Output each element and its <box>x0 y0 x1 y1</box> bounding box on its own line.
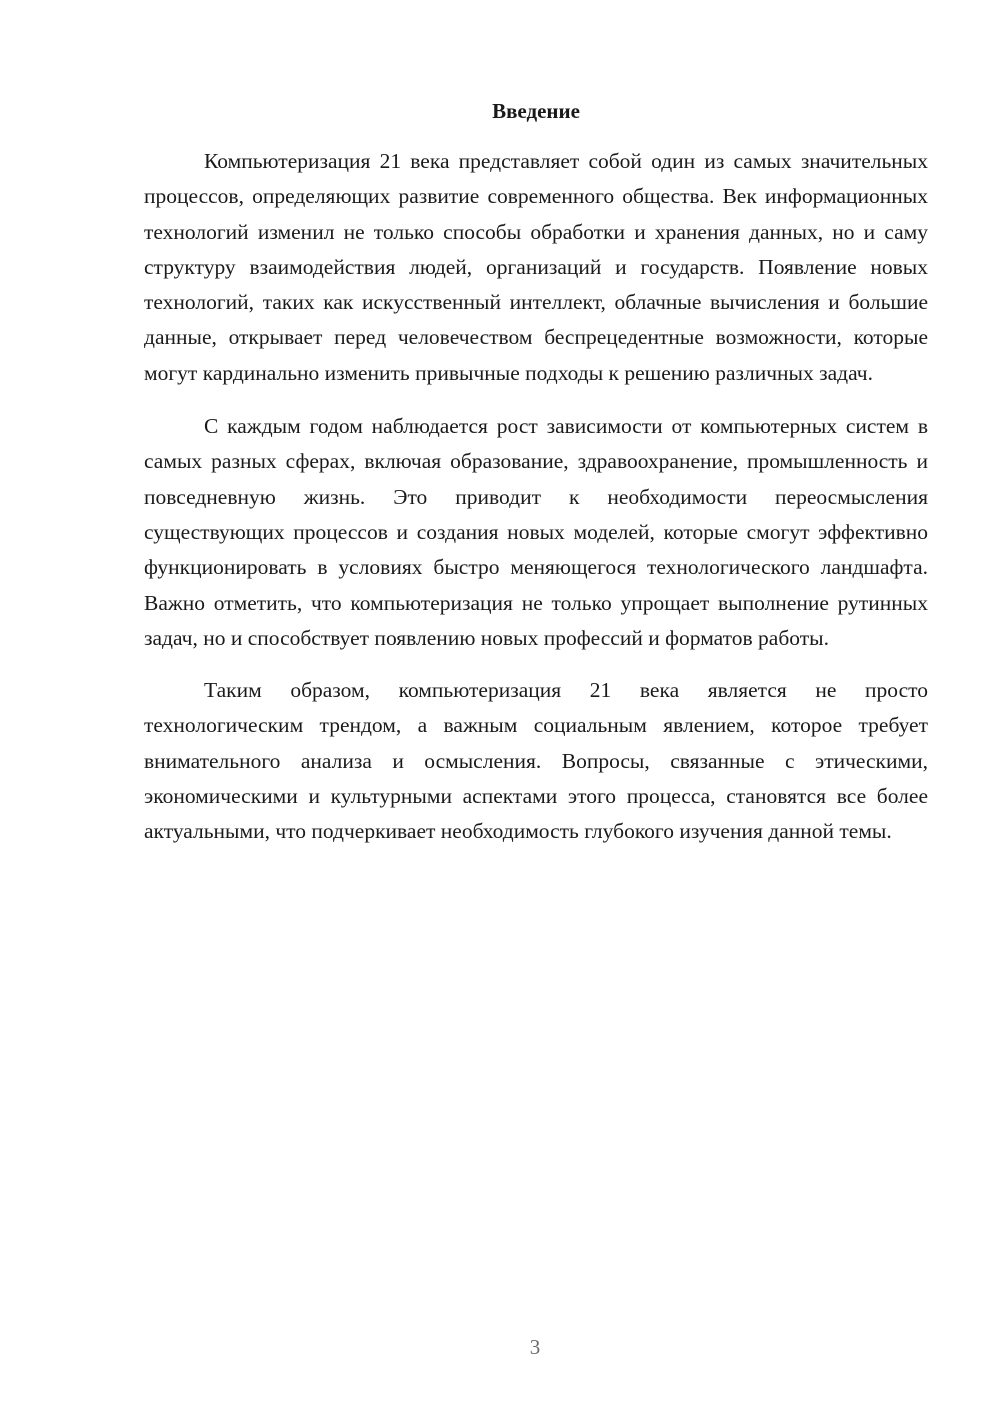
paragraph-2: С каждым годом наблюдается рост зависимости от компьютерных систем в самых разных сферах, включая образование, здравоохранение, промышленность и повседневную жизнь. Это приводит к необходимости переосмысления существующих процессов и создания новых моделей, которые смогут эффективно функционировать в условиях быстро меняющегося технологического ландшафта. Важно отметить, что компьютеризация не только упрощает выполнение рутинных задач, но и способствует появлению новых профессий и форматов работы. <box>144 414 928 650</box>
paragraph-3: Таким образом, компьютеризация 21 века является не просто технологическим трендом, а важным социальным явлением, которое требует внимательного анализа и осмысления. Вопросы, связанные с этическими, экономическими и культурными аспектами этого процесса, становятся все более актуальными, что подчеркивает необходимость глубокого изучения данной темы. <box>144 678 928 844</box>
paragraph-1: Компьютеризация 21 века представляет собой один из самых значительных процессов, определяющих развитие современного общества. Век информационных технологий изменил не только способы обработки и хранения данных, но и саму структуру взаимодействия людей, организаций и государств. Появление новых технологий, таких как искусственный интеллект, облачные вычисления и большие данные, открывает перед человечеством беспрецедентные возможности, которые могут кардинально изменить привычные подходы к решению различных задач. <box>144 149 928 385</box>
page-content <box>144 96 928 850</box>
page-number: 3 <box>529 1335 541 1359</box>
section-title: Введение <box>492 99 580 123</box>
